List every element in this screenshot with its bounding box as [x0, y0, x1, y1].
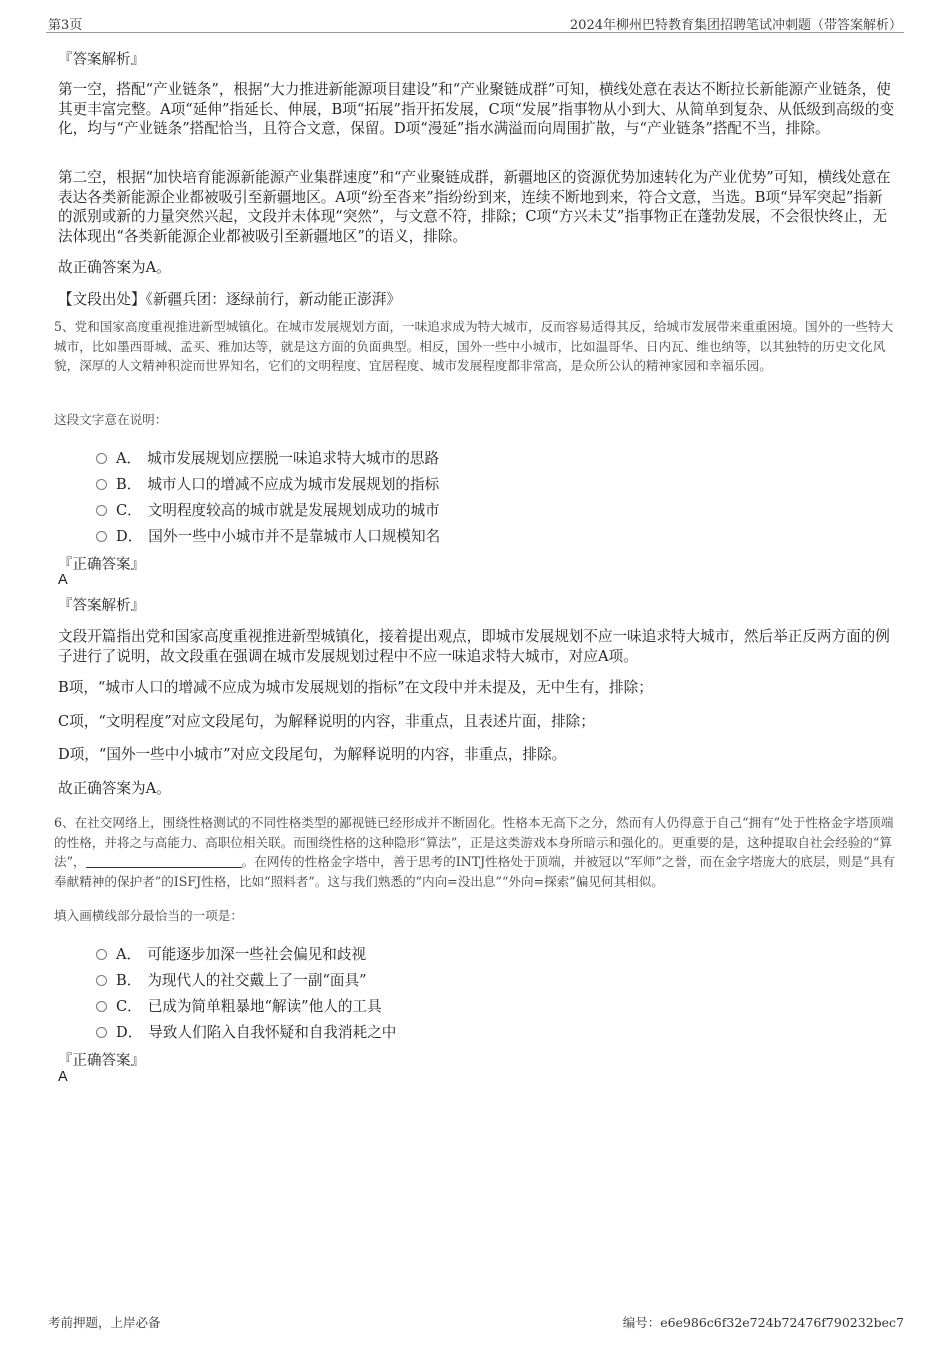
page-header [46, 14, 904, 33]
q5-stem: 5、党和国家高度重视推进新型城镇化。在城市发展规划方面，一味追求成为特大城市，反而容易适得其反，给城市发展带来重重困境。国外的一些特大城市，比如墨西哥城、孟买、雅加达等，就是这方面的负面典型。相反，国外一些中小城市，比如温哥华、日内瓦、维也纳等，以其独特的历史文化风貌，深厚的人文精神积淀而世界知名，它们的文明程度、宜居程度、城市发展程度都非常高，是众所公认的精神家园和幸福乐园。 [54, 319, 894, 373]
page-footer [46, 1313, 904, 1331]
q6-stem [54, 813, 896, 891]
q4-analysis-para1: 第一空，搭配“产业链条”，根据“大力推进新能源项目建设”和“产业聚链成群”可知，横线处意在表达不断拉长新能源产业链条，使其更丰富完整。A项“延伸”指延长、伸展，B项“拓展”指开拓发展，C项“发展”指事物从小到大、从简单到复杂、从低级到高级的变化，均与“产业链条”搭配恰当，且符合文意，保留。D项“漫延”指水满溢而向周围扩散，与“产业链条”搭配不当，排除。 [58, 81, 895, 137]
q5-option-d[interactable]: D． 国外一些中小城市并不是靠城市人口规模知名 [96, 525, 440, 545]
fill-blank [86, 855, 242, 868]
q5-analysis-label: 『答案解析』 [58, 598, 145, 614]
q5-analysis-4: D项，“国外一些中小城市”对应文段尾句，为解释说明的内容，非重点，排除。 [58, 746, 567, 763]
radio-icon[interactable] [96, 1001, 107, 1012]
q5-analysis-2: B项，“城市人口的增减不应成为城市发展规划的指标”在文段中并未提及，无中生有，排除； [58, 679, 653, 696]
radio-icon[interactable] [96, 531, 107, 542]
document-title: 2024年柳州巴特教育集团招聘笔试冲刺题（带答案解析） [569, 18, 902, 33]
radio-icon[interactable] [96, 453, 107, 464]
q6-option-d[interactable]: D． 导致人们陷入自我怀疑和自我消耗之中 [96, 1021, 396, 1041]
q5-correct-label: 『正确答案』 [58, 557, 145, 573]
q6-correct-answer: A [58, 1069, 68, 1085]
q6-stem-part2: 。在网传的性格金字塔中，善于思考的INTJ性格处于顶端，并被冠以“军师”之誉，而在金字塔庞大的底层，则是“具有奉献精神的保护者”的ISFJ性格，比如“照料者”。这与我们熟悉的“内向=没出息”“外向=探索”偏见何其相似。 [54, 854, 895, 889]
radio-icon[interactable] [96, 975, 107, 986]
q5-correct-answer: A [58, 572, 68, 588]
q6-correct-label: 『正确答案』 [58, 1053, 145, 1069]
q5-option-a[interactable]: A． 城市发展规划应摆脱一味追求特大城市的思路 [96, 447, 439, 467]
q5-option-c[interactable]: C． 文明程度较高的城市就是发展规划成功的城市 [96, 499, 440, 519]
footer-slogan: 考前押题，上岸必备 [48, 1315, 161, 1330]
q5-analysis-1: 文段开篇指出党和国家高度重视推进新型城镇化，接着提出观点，即城市发展规划不应一味追求特大城市，然后举正反两方面的例子进行了说明，故文段重在强调在城市发展规划过程中不应一味追求特大城市，对应A项。 [58, 628, 890, 665]
q5-prompt: 这段文字意在说明： [54, 412, 168, 427]
document-id: 编号：e6e986c6f32e724b72476f790232bec7 [622, 1315, 904, 1330]
q5-analysis-3: C项，“文明程度”对应文段尾句，为解释说明的内容，非重点，且表述片面，排除； [58, 713, 595, 730]
q5-conclusion: 故正确答案为A。 [58, 780, 171, 797]
q5-option-b[interactable]: B． 城市人口的增减不应成为城市发展规划的指标 [96, 473, 439, 493]
radio-icon[interactable] [96, 1027, 107, 1038]
q4-analysis-para2: 第二空，根据“加快培育能源新能源产业集群速度”和“产业聚链成群，新疆地区的资源优势加速转化为产业优势”可知，横线处意在表达各类新能源企业都被吸引至新疆地区。A项“纷至沓来”指纷纷到来，连续不断地到来，符合文意，当选。B项“异军突起”指新的派别或新的力量突然兴起，文段并未体现“突然”，与文意不符，排除；C项“方兴未艾”指事物正在蓬勃发展，不会很快终止，无法体现出“各类新能源企业都被吸引至新疆地区”的语义，排除。 [58, 169, 891, 245]
q4-source: 【文段出处】《新疆兵团：逐绿前行，新动能正澎湃》 [58, 291, 401, 308]
q6-stem-part1: 6、在社交网络上，围绕性格测试的不同性格类型的鄙视链已经形成并不断固化。性格本无高下之分，然而有人仍得意于自己“拥有”处于性格金字塔顶端的性格，并将之与高能力、高职位相关联。而围绕性格的这种隐形“算法”，正是这类游戏本身所暗示和强化的。更重要的是，这种提取自社会经验的“算法”， [54, 815, 894, 869]
q4-analysis-label: 『答案解析』 [58, 52, 145, 68]
q4-conclusion: 故正确答案为A。 [58, 259, 171, 276]
q6-option-c[interactable]: C． 已成为简单粗暴地“解读”他人的工具 [96, 995, 382, 1015]
q6-option-a[interactable]: A． 可能逐步加深一些社会偏见和歧视 [96, 943, 366, 963]
radio-icon[interactable] [96, 505, 107, 516]
page-number: 第3页 [48, 18, 83, 33]
q6-prompt: 填入画横线部分最恰当的一项是： [54, 908, 243, 923]
radio-icon[interactable] [96, 949, 107, 960]
radio-icon[interactable] [96, 479, 107, 490]
q6-option-b[interactable]: B． 为现代人的社交戴上了一副“面具” [96, 969, 367, 989]
